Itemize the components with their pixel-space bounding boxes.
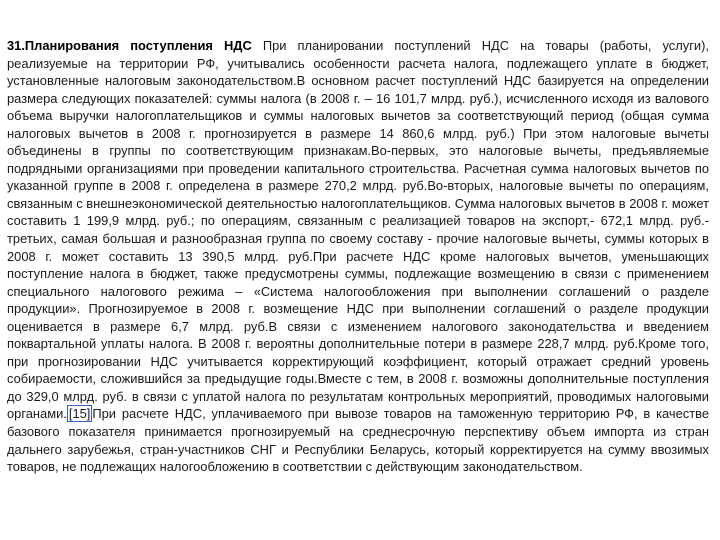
citation-reference-link[interactable]: [15] [68,406,91,422]
document-paragraph [7,37,709,476]
paragraph-text-part1: При планировании поступлений НДС на товары (работы, услуги), реализуемые на территории РФ, учитывались особенности расчета налога, подлежащего уплате в бюджет, установленные налоговым законодательством.В основном расчет поступлений НДС базируется на определении размера следующих показателей: суммы налога (в 2008 г. – 16 101,7 млрд. руб.), исчисленного исходя из валового объема выручки налогоплательщиков и суммы налоговых вычетов за соответствующий период (общая сумма налоговых вычетов в 2008 г. прогнозируется в размере 14 860,6 млрд. руб.) При этом налоговые вычеты объединены в группы по соответствующим признакам.Во-первых, это налоговые вычеты, предъявляемые подрядными организациями при проведении капитального строительства. Расчетная сумма налоговых вычетов по указанной группе в 2008 г. определена в размере 270,2 млрд. руб.Во-вторых, налоговые вычеты по операциям, связанным с внешнеэкономической деятельностью налогоплательщиков. Сумма налоговых вычетов в 2008 г. может составить 1 199,9 млрд. руб.; по операциям, связанным с реализацией товаров на экспорт,- 672,1 млрд. руб.-третьих, самая большая и разнообразная группа по своему составу - прочие налоговые вычеты, суммы которых в 2008 г. может составить 13 390,5 млрд. руб.При расчете НДС кроме налоговых вычетов, уменьшающих поступление налога в бюджет, также предусмотрены суммы, подлежащие возмещению в связи с применением специального налогового режима – «Система налогообложения при выполнении соглашений о разделе продукции». Прогнозируемое в 2008 г. возмещение НДС при выполнении соглашений о разделе продукции оценивается в размере 6,7 млрд. руб.В связи с изменением налогового законодательства и введением поквартальной уплаты налога. В 2008 г. вероятны дополнительные потери в размере 228,7 млрд. руб.Кроме того, при прогнозировании НДС учитывается корректирующий коэффициент, который отражает средний уровень собираемости, сложившийся за предыдущие годы.Вместе с тем, в 2008 г. возможны дополнительные поступления до 329,0 млрд. руб. в связи с уплатой налога по результатам контрольных мероприятий, проводимых налоговыми органами. [7,38,709,422]
section-heading: 31.Планирования поступления НДС [7,38,252,53]
paragraph-text-part2: При расчете НДС, уплачиваемого при вывозе товаров на таможенную территорию РФ, в качестве базового показателя принимается прогнозируемый на среднесрочную перспективу объем импорта из стран дальнего зарубежья, стран-участников СНГ и Республики Беларусь, который корректируется на сумму ввозимых товаров, не подлежащих налогообложению в соответствии с действующим законодательством. [7,406,709,475]
